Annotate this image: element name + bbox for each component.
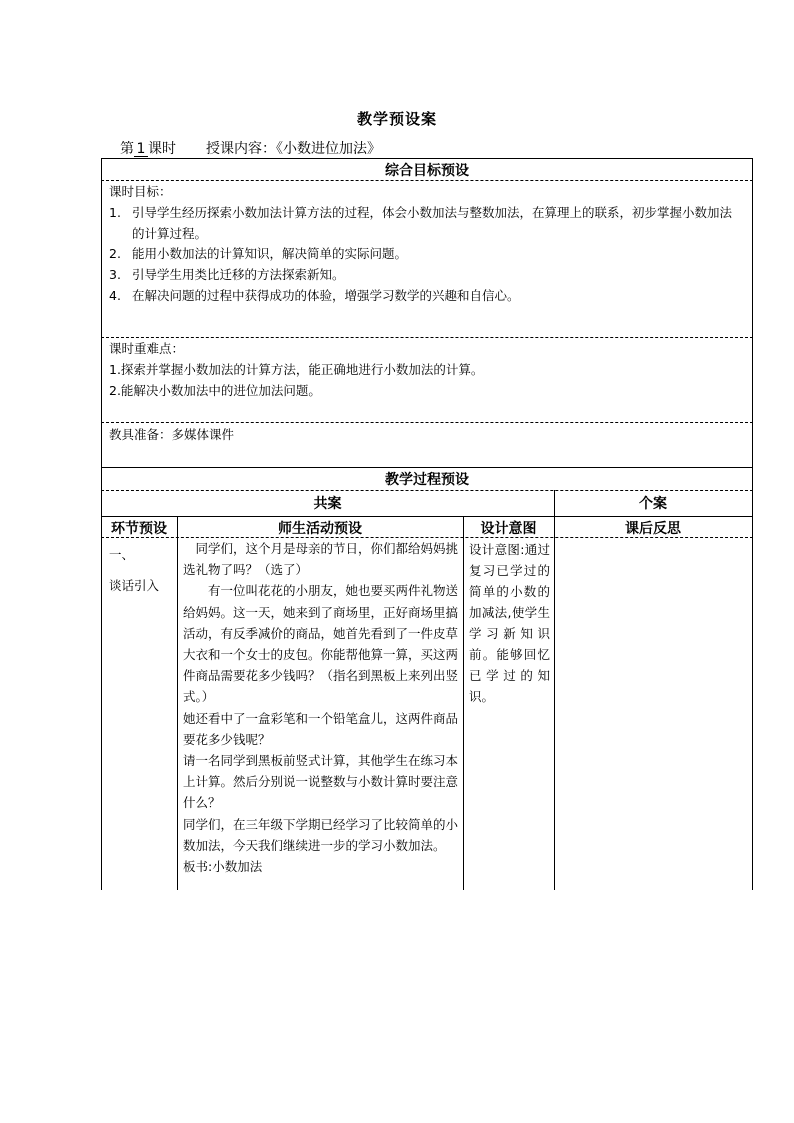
table-border-right [752, 158, 753, 890]
objective-text: 引导学生用类比迁移的方法探索新知。 [132, 267, 345, 282]
section-process-heading: 教学过程预设 [385, 472, 469, 488]
activity-paragraph: 她还看中了一盒彩笔和一个铅笔盒儿，这两件商品要花多少钱呢？ [183, 710, 459, 747]
column-header-activity: 师生活动预设 [278, 521, 362, 537]
stage-name: 谈话引入 [109, 578, 160, 593]
column-divider [463, 516, 464, 890]
activity-paragraph: 同学们，在三年级下学期已经学习了比较简单的小数加法，今天我们继续进一步的学习小数加法。 [183, 816, 459, 853]
activity-paragraph: 板书:小数加法 [183, 859, 263, 875]
activity-paragraph: 有一位叫花花的小朋友，她也要买两件礼物送给妈妈。这一天，她来到了商场里，正好商场里搞活动，有反季减价的商品，她首先看到了一件皮草大衣和一个女士的皮包。你能帮他算一算，买这两件商品需要花多少钱吗？（指名到黑板上来列出竖式。） [183, 583, 459, 705]
divider [101, 516, 753, 517]
individual-plan-heading: 个案 [639, 496, 667, 512]
lesson-content: 授课内容：《小数进位加法》 [206, 141, 381, 157]
divider [101, 180, 753, 181]
lesson-label-pre: 第 [120, 141, 134, 157]
lesson-label-post: 课时 [148, 141, 176, 157]
divider [101, 422, 753, 423]
keypoints-label: 课时重难点： [109, 341, 185, 356]
objective-item [109, 264, 749, 285]
objective-item [109, 202, 749, 244]
objective-text: 能用小数加法的计算知识，解决简单的实际问题。 [132, 246, 408, 261]
activity-paragraph: 请一名同学到黑板前竖式计算，其他学生在练习本上计算。然后分别说一说整数与小数计算时要注意什么？ [183, 753, 459, 811]
divider [101, 337, 753, 338]
keypoint-item: 1.探索并掌握小数加法的计算方法，能正确地进行小数加法的计算。 [109, 362, 484, 377]
shared-plan-heading: 共案 [313, 496, 342, 512]
keypoint-item: 2.能解决小数加法中的进位加法问题。 [109, 383, 321, 398]
activity-paragraph: 同学们，这个月是母亲的节日，你们都给妈妈挑选礼物了吗？（选了） [183, 541, 459, 578]
column-header-stage: 环节预设 [111, 521, 167, 537]
lesson-number: 1 [134, 142, 148, 157]
page-title: 教学预设案 [356, 110, 437, 128]
column-header-reflection: 课后反思 [625, 521, 681, 537]
objective-number: 1. [109, 205, 121, 220]
objective-number: 3. [109, 267, 121, 282]
column-header-intent: 设计意图 [480, 521, 537, 537]
divider [101, 467, 753, 468]
lesson-header [120, 138, 381, 158]
design-intent-text: 设计意图:通过复习已学过的简单的小数的加减法,使学生学习新知识前。能够回忆已学过的知识。 [469, 542, 550, 704]
teaching-tools: 教具准备：多媒体课件 [109, 427, 235, 442]
table-border-top [101, 158, 753, 159]
objective-item [109, 243, 749, 264]
objective-text: 在解决问题的过程中获得成功的体验，增强学习数学的兴趣和自信心。 [132, 288, 520, 303]
objective-number: 4. [109, 288, 121, 303]
column-divider [554, 490, 555, 890]
objective-number: 2. [109, 246, 121, 261]
activity-text [183, 538, 459, 877]
stage-number: 一、 [109, 547, 135, 562]
divider [101, 490, 753, 491]
objective-text: 引导学生经历探索小数加法计算方法的过程，体会小数加法与整数加法，在算理上的联系，初步掌握小数加法的计算过程。 [132, 205, 733, 241]
objectives-label: 课时目标： [109, 184, 172, 199]
column-divider [177, 516, 178, 890]
objective-item [109, 285, 749, 306]
section-goals-heading: 综合目标预设 [385, 163, 469, 179]
